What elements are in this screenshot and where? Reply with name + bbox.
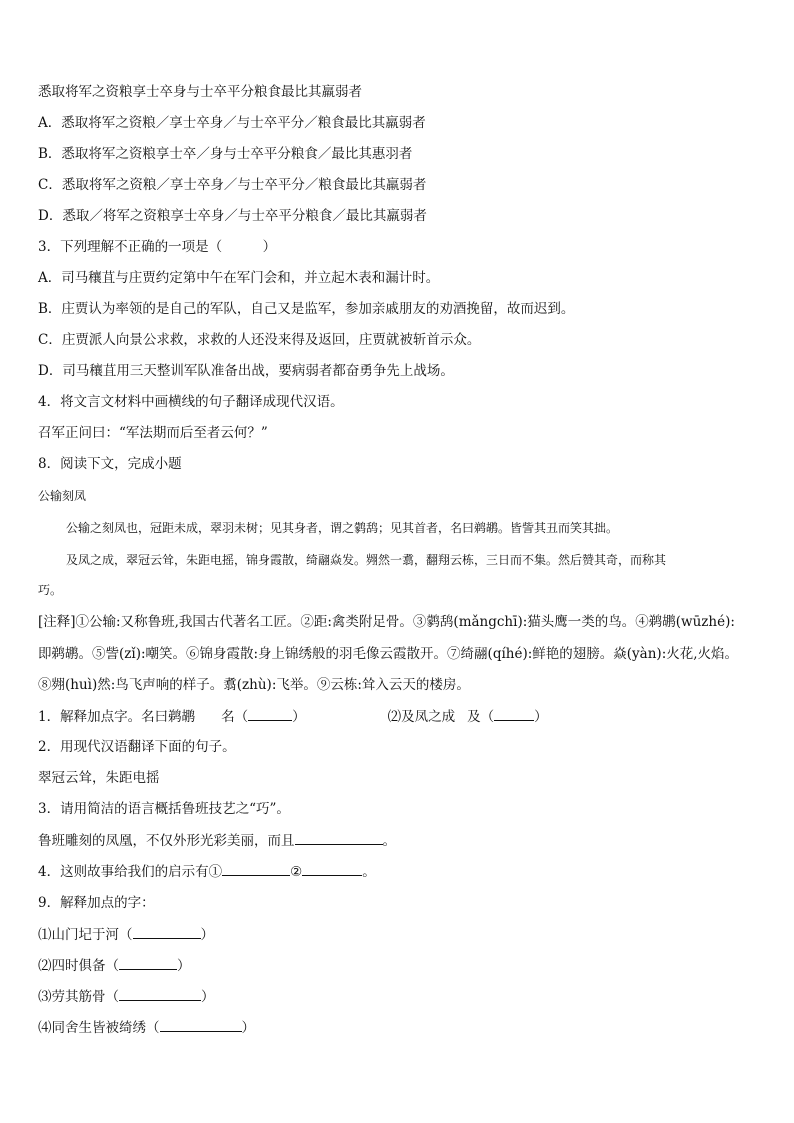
text-line: 即鹈鹕。⑤訾(zǐ):嘲笑。⑥锦身霞散:身上锦绣般的羽毛像云霞散开。⑦绮翮(qíhé):鲜艳的翅膀。焱(yàn):火花,火焰。 — [38, 646, 739, 662]
text-line: C．庄贾派人向景公求救，求救的人还没来得及返回，庄贾就被斩首示众。 — [38, 332, 481, 348]
q9-item-2 — [38, 956, 191, 974]
q9-item-label: ⑴山门圮于河（ — [38, 927, 133, 943]
answer-blank[interactable] — [119, 956, 177, 970]
q9-item-label: ⑷同舍生皆被绮绣（ — [38, 1020, 160, 1036]
q9-item-3 — [38, 987, 215, 1005]
text-line: 翠冠云耸，朱距电摇 — [38, 770, 160, 786]
text-line: 8．阅读下文，完成小题 — [38, 456, 182, 472]
text-line: A．悉取将军之资粮／享士卒身／与士卒平分／粮食最比其羸弱者 — [38, 115, 426, 131]
text-line: 4．将文言文材料中画横线的句子翻译成现代汉语。 — [38, 394, 344, 410]
period: 。 — [382, 833, 396, 849]
text-line: A．司马穰苴与庄贾约定第中午在军门会和，并立起木表和漏计时。 — [38, 270, 440, 286]
text-line: 公输之刻凤也，冠距未成，翠羽未树；见其身者，谓之鹲鸹；见其首者，名曰鹈鹕。皆訾其丑而笑其拙。 — [66, 521, 619, 535]
q9-item-1 — [38, 925, 214, 943]
answer-blank[interactable] — [494, 707, 534, 721]
paren-close: ） — [201, 989, 215, 1005]
text-line: ⑧翙(huì)然:鸟飞声响的样子。翥(zhù):飞举。⑨云栋:耸入云天的楼房。 — [38, 677, 470, 693]
text-line: B．悉取将军之资粮享士卒／身与士卒平分粮食／最比其惠羽者 — [38, 146, 413, 162]
question-1-sub2-text: ⑵及凤之成 — [387, 709, 456, 725]
circled-two: ② — [290, 864, 303, 880]
answer-blank[interactable] — [295, 831, 383, 845]
text-line: [注释]①公输:又称鲁班,我国古代著名工匠。②距:禽类附足骨。③鹲鸹(mǎngchī):猫头鹰一类的鸟。④鹈鹕(wūzhé): — [38, 614, 735, 630]
answer-blank[interactable] — [248, 707, 292, 721]
paren-close: ） — [200, 927, 214, 943]
text-line: 悉取将军之资粮享士卒身与士卒平分粮食最比其羸弱者 — [38, 84, 362, 100]
question-1-word-label: 名（ — [221, 709, 249, 725]
text-line: 3．请用简洁的语言概括鲁班技艺之“巧”。 — [38, 801, 290, 817]
question-4-text: 4．这则故事给我们的启示有① — [38, 864, 223, 880]
paren-close: ） — [292, 709, 306, 725]
answer-blank[interactable] — [133, 925, 201, 939]
text-line: 9．解释加点的字： — [38, 895, 155, 911]
question-1-sub2-label: 及（ — [467, 709, 495, 725]
answer-blank[interactable] — [160, 1018, 242, 1032]
text-line: 公输刻凤 — [38, 489, 87, 503]
answer-blank[interactable] — [302, 862, 362, 876]
question-1-line — [38, 707, 548, 725]
question-1-text: 1．解释加点字。名曰鹈鹕 — [38, 709, 196, 725]
text-line: 2．用现代汉语翻译下面的句子。 — [38, 739, 236, 755]
q9-item-4 — [38, 1018, 255, 1036]
question-3-fill-line — [38, 831, 396, 849]
text-line: B．庄贾认为率领的是自己的军队，自己又是监军，参加亲戚朋友的劝酒挽留，故而迟到。 — [38, 301, 575, 317]
paren-close: ） — [534, 709, 548, 725]
text-line: 及凤之成，翠冠云耸，朱距电摇，锦身霞散，绮翮焱发。翙然一翥，翻翔云栋，三日而不集。然后赞其奇，而称其 — [66, 553, 667, 567]
text-line: C．悉取将军之资粮／享士卒身／与士卒平分／粮食最比其羸弱者 — [38, 177, 427, 193]
text-line: 3．下列理解不正确的一项是（ ） — [38, 239, 277, 255]
text-line: 巧。 — [38, 583, 63, 597]
text-line: D．司马穰苴用三天整训军队准备出战，要病弱者都奋勇争先上战场。 — [38, 363, 454, 379]
question-4-line — [38, 862, 376, 880]
period: 。 — [362, 864, 376, 880]
answer-blank[interactable] — [222, 862, 290, 876]
text-line: D．悉取／将军之资粮享士卒身／与士卒平分粮食／最比其羸弱者 — [38, 208, 427, 224]
q9-item-label: ⑶劳其筋骨（ — [38, 989, 119, 1005]
question-3-fill-text: 鲁班雕刻的凤凰，不仅外形光彩美丽，而且 — [38, 833, 295, 849]
paren-close: ） — [177, 958, 191, 974]
q9-item-label: ⑵四时俱备（ — [38, 958, 119, 974]
text-line: 召军正问曰：“军法期而后至者云何？” — [38, 425, 268, 441]
paren-close: ） — [241, 1020, 255, 1036]
answer-blank[interactable] — [119, 987, 201, 1001]
